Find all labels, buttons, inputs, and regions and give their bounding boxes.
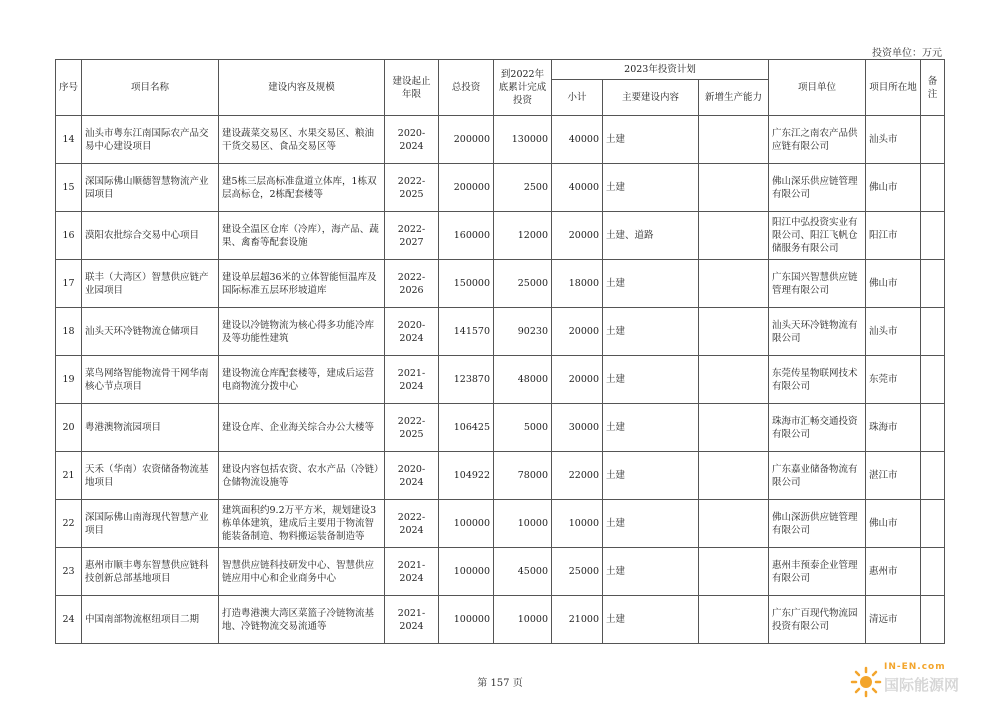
row-subtotal: 20000 <box>552 212 603 260</box>
header-location: 项目所在地 <box>866 60 921 116</box>
row-location: 佛山市 <box>866 260 921 308</box>
row-subtotal: 21000 <box>552 596 603 644</box>
row-seq: 23 <box>56 548 82 596</box>
row-content: 智慧供应链科技研发中心、智慧供应链应用中心和企业商务中心 <box>219 548 385 596</box>
row-name: 深国际佛山顺德智慧物流产业园项目 <box>82 164 219 212</box>
row-remark <box>921 452 945 500</box>
header-seq: 序号 <box>56 60 82 116</box>
row-completed: 48000 <box>494 356 552 404</box>
row-remark <box>921 548 945 596</box>
row-new-capacity <box>699 260 769 308</box>
row-name: 菜鸟网络智能物流骨干网华南核心节点项目 <box>82 356 219 404</box>
row-subtotal: 40000 <box>552 164 603 212</box>
row-total: 104922 <box>439 452 494 500</box>
row-total: 200000 <box>439 164 494 212</box>
row-new-capacity <box>699 308 769 356</box>
row-completed: 10000 <box>494 596 552 644</box>
row-unit: 汕头天环冷链物流有限公司 <box>769 308 866 356</box>
row-period: 2022-2026 <box>385 260 439 308</box>
row-name: 深国际佛山南海现代智慧产业项目 <box>82 500 219 548</box>
row-unit: 阳江中弘投资实业有限公司、阳江飞帆仓储服务有限公司 <box>769 212 866 260</box>
row-main-content: 土建 <box>603 596 699 644</box>
row-unit: 东莞传星物联网技术有限公司 <box>769 356 866 404</box>
header-new-capacity: 新增生产能力 <box>699 80 769 116</box>
row-total: 160000 <box>439 212 494 260</box>
row-content: 建设仓库、企业海关综合办公大楼等 <box>219 404 385 452</box>
row-total: 100000 <box>439 596 494 644</box>
row-seq: 15 <box>56 164 82 212</box>
row-subtotal: 10000 <box>552 500 603 548</box>
row-main-content: 土建 <box>603 404 699 452</box>
header-main-content: 主要建设内容 <box>603 80 699 116</box>
row-content: 建筑面积约9.2万平方米，规划建设3栋单体建筑，建成后主要用于物流智能装备制造、物料搬运装备制造等 <box>219 500 385 548</box>
row-content: 建5栋三层高标准盘道立体库，1栋双层高标仓，2栋配套楼等 <box>219 164 385 212</box>
row-new-capacity <box>699 548 769 596</box>
row-content: 建设以冷链物流为核心得多功能冷库及等功能性建筑 <box>219 308 385 356</box>
row-completed: 10000 <box>494 500 552 548</box>
row-main-content: 土建、道路 <box>603 212 699 260</box>
row-subtotal: 30000 <box>552 404 603 452</box>
row-location: 汕头市 <box>866 116 921 164</box>
row-location: 东莞市 <box>866 356 921 404</box>
row-period: 2021-2024 <box>385 548 439 596</box>
row-remark <box>921 596 945 644</box>
row-main-content: 土建 <box>603 308 699 356</box>
header-plan-group: 2023年投资计划 <box>552 60 769 80</box>
row-completed: 25000 <box>494 260 552 308</box>
row-main-content: 土建 <box>603 548 699 596</box>
row-period: 2021-2024 <box>385 356 439 404</box>
row-remark <box>921 500 945 548</box>
watermark-name: 国际能源网 <box>884 676 960 694</box>
row-completed: 90230 <box>494 308 552 356</box>
row-total: 200000 <box>439 116 494 164</box>
row-period: 2022-2025 <box>385 404 439 452</box>
row-seq: 17 <box>56 260 82 308</box>
row-seq: 18 <box>56 308 82 356</box>
row-seq: 21 <box>56 452 82 500</box>
row-remark <box>921 260 945 308</box>
row-main-content: 土建 <box>603 260 699 308</box>
row-location: 珠海市 <box>866 404 921 452</box>
row-name: 惠州市顺丰粤东智慧供应链科技创新总部基地项目 <box>82 548 219 596</box>
row-remark <box>921 116 945 164</box>
row-name: 联丰（大湾区）智慧供应链产业园项目 <box>82 260 219 308</box>
row-location: 阳江市 <box>866 212 921 260</box>
table-row <box>56 308 945 356</box>
row-remark <box>921 356 945 404</box>
row-completed: 5000 <box>494 404 552 452</box>
row-subtotal: 25000 <box>552 548 603 596</box>
header-completed: 到2022年底累计完成投资 <box>494 60 552 116</box>
row-new-capacity <box>699 164 769 212</box>
row-new-capacity <box>699 500 769 548</box>
header-content: 建设内容及规模 <box>219 60 385 116</box>
row-seq: 20 <box>56 404 82 452</box>
row-completed: 2500 <box>494 164 552 212</box>
investment-unit-label: 投资单位：万元 <box>872 48 942 59</box>
row-unit: 广东国兴智慧供应链管理有限公司 <box>769 260 866 308</box>
row-seq: 16 <box>56 212 82 260</box>
table-row <box>56 116 945 164</box>
row-total: 100000 <box>439 548 494 596</box>
row-subtotal: 18000 <box>552 260 603 308</box>
row-remark <box>921 212 945 260</box>
table-row <box>56 452 945 500</box>
row-period: 2021-2024 <box>385 596 439 644</box>
row-content: 建设内容包括农资、农水产品（冷链）仓储物流设施等 <box>219 452 385 500</box>
row-total: 100000 <box>439 500 494 548</box>
row-period: 2020-2024 <box>385 116 439 164</box>
row-main-content: 土建 <box>603 452 699 500</box>
row-period: 2022-2024 <box>385 500 439 548</box>
row-remark <box>921 164 945 212</box>
row-unit: 惠州丰预泰企业管理有限公司 <box>769 548 866 596</box>
row-location: 惠州市 <box>866 548 921 596</box>
row-name: 汕头天环冷链物流仓储项目 <box>82 308 219 356</box>
row-main-content: 土建 <box>603 116 699 164</box>
table-row <box>56 500 945 548</box>
row-total: 150000 <box>439 260 494 308</box>
row-content: 打造粤港澳大湾区菜篮子冷链物流基地、冷链物流交易流通等 <box>219 596 385 644</box>
row-subtotal: 22000 <box>552 452 603 500</box>
row-unit: 广东江之南农产品供应链有限公司 <box>769 116 866 164</box>
row-completed: 12000 <box>494 212 552 260</box>
page-number: 第 157 页 <box>477 678 523 689</box>
row-seq: 14 <box>56 116 82 164</box>
row-seq: 24 <box>56 596 82 644</box>
table-row <box>56 596 945 644</box>
row-period: 2020-2024 <box>385 452 439 500</box>
row-unit: 珠海市汇畅交通投资有限公司 <box>769 404 866 452</box>
row-content: 建设单层超36米的立体智能恒温库及国际标准五层环形坡道库 <box>219 260 385 308</box>
table-row <box>56 356 945 404</box>
row-seq: 19 <box>56 356 82 404</box>
header-unit: 项目单位 <box>769 60 866 116</box>
row-remark <box>921 404 945 452</box>
row-unit: 广东嘉业储备物流有限公司 <box>769 452 866 500</box>
row-new-capacity <box>699 596 769 644</box>
row-period: 2022-2025 <box>385 164 439 212</box>
row-total: 123870 <box>439 356 494 404</box>
row-completed: 78000 <box>494 452 552 500</box>
table-row <box>56 548 945 596</box>
row-main-content: 土建 <box>603 500 699 548</box>
row-period: 2020-2024 <box>385 308 439 356</box>
table-row <box>56 260 945 308</box>
row-main-content: 土建 <box>603 356 699 404</box>
row-location: 佛山市 <box>866 500 921 548</box>
row-main-content: 土建 <box>603 164 699 212</box>
row-subtotal: 20000 <box>552 308 603 356</box>
table-row <box>56 164 945 212</box>
row-new-capacity <box>699 356 769 404</box>
table-row <box>56 212 945 260</box>
watermark-domain: IN-EN.com <box>884 662 946 672</box>
row-content: 建设蔬菜交易区、水果交易区、粮油干货交易区、食品交易区等 <box>219 116 385 164</box>
row-location: 汕头市 <box>866 308 921 356</box>
row-new-capacity <box>699 404 769 452</box>
row-new-capacity <box>699 116 769 164</box>
row-period: 2022-2027 <box>385 212 439 260</box>
row-completed: 45000 <box>494 548 552 596</box>
header-name: 项目名称 <box>82 60 219 116</box>
row-unit: 广东广百现代物流园投资有限公司 <box>769 596 866 644</box>
row-unit: 佛山深沥供应链管理有限公司 <box>769 500 866 548</box>
header-total: 总投资 <box>439 60 494 116</box>
watermark <box>848 662 998 702</box>
row-subtotal: 40000 <box>552 116 603 164</box>
row-subtotal: 20000 <box>552 356 603 404</box>
header-remark: 备注 <box>921 60 945 116</box>
row-unit: 佛山深乐供应链管理有限公司 <box>769 164 866 212</box>
header-subtotal: 小计 <box>552 80 603 116</box>
table-row <box>56 404 945 452</box>
row-total: 141570 <box>439 308 494 356</box>
row-total: 106425 <box>439 404 494 452</box>
row-new-capacity <box>699 452 769 500</box>
row-content: 建设全温区仓库（冷库），海产品、蔬果、禽畜等配套设施 <box>219 212 385 260</box>
row-new-capacity <box>699 212 769 260</box>
row-name: 中国南部物流枢纽项目二期 <box>82 596 219 644</box>
row-content: 建设物流仓库配套楼等，建成后运营电商物流分拨中心 <box>219 356 385 404</box>
row-name: 粤港澳物流园项目 <box>82 404 219 452</box>
row-location: 佛山市 <box>866 164 921 212</box>
row-name: 漠阳农批综合交易中心项目 <box>82 212 219 260</box>
row-location: 清远市 <box>866 596 921 644</box>
row-completed: 130000 <box>494 116 552 164</box>
investment-table <box>55 59 945 644</box>
header-period: 建设起止年限 <box>385 60 439 116</box>
row-name: 汕头市粤东江南国际农产品交易中心建设项目 <box>82 116 219 164</box>
row-name: 天禾（华南）农资储备物流基地项目 <box>82 452 219 500</box>
sun-logo-icon <box>850 666 882 698</box>
row-location: 湛江市 <box>866 452 921 500</box>
row-seq: 22 <box>56 500 82 548</box>
row-remark <box>921 308 945 356</box>
